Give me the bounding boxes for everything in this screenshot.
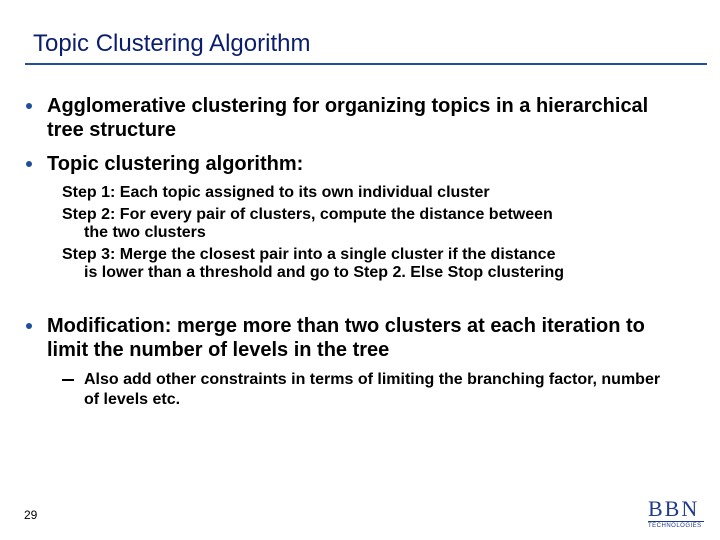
step-list xyxy=(62,184,564,282)
bullet-dot-icon xyxy=(26,161,32,167)
bullet-text: Agglomerative clustering for organizing topics in a hierarchical tree structure xyxy=(47,95,649,141)
bbn-logo xyxy=(648,498,704,534)
step-text: Step 1: Each topic assigned to its own individual cluster xyxy=(62,184,490,201)
logo-wordmark: BBN xyxy=(648,496,700,521)
bullet-dot-icon xyxy=(26,323,32,329)
bullet-dot-icon xyxy=(26,103,32,109)
dash-icon xyxy=(62,379,74,381)
logo-subtext: TECHNOLOGIES xyxy=(648,521,704,529)
step-item xyxy=(62,206,564,242)
step-item xyxy=(62,184,564,202)
page-number: 29 xyxy=(24,508,38,522)
step-text-continuation: the two clusters xyxy=(84,224,206,241)
step-text-continuation: is lower than a threshold and go to Step 2. Else Stop clustering xyxy=(84,264,565,281)
sub-bullet-text: Also add other constraints in terms of limiting the branching factor, number of levels etc. xyxy=(84,371,661,408)
slide-title: Topic Clustering Algorithm xyxy=(33,30,311,57)
bullet-item xyxy=(26,314,667,362)
step-text: Step 3: Merge the closest pair into a single cluster if the distance xyxy=(62,246,556,263)
bullet-text: Topic clustering algorithm: xyxy=(47,153,304,175)
title-divider xyxy=(25,63,707,65)
bullet-item xyxy=(26,94,667,142)
step-item xyxy=(62,246,564,282)
bullet-text: Modification: merge more than two clusters at each iteration to limit the number of levels in the tree xyxy=(47,315,645,361)
bullet-item xyxy=(26,152,667,176)
step-text: Step 2: For every pair of clusters, compute the distance between xyxy=(62,206,553,223)
sub-bullet-item xyxy=(62,370,674,410)
